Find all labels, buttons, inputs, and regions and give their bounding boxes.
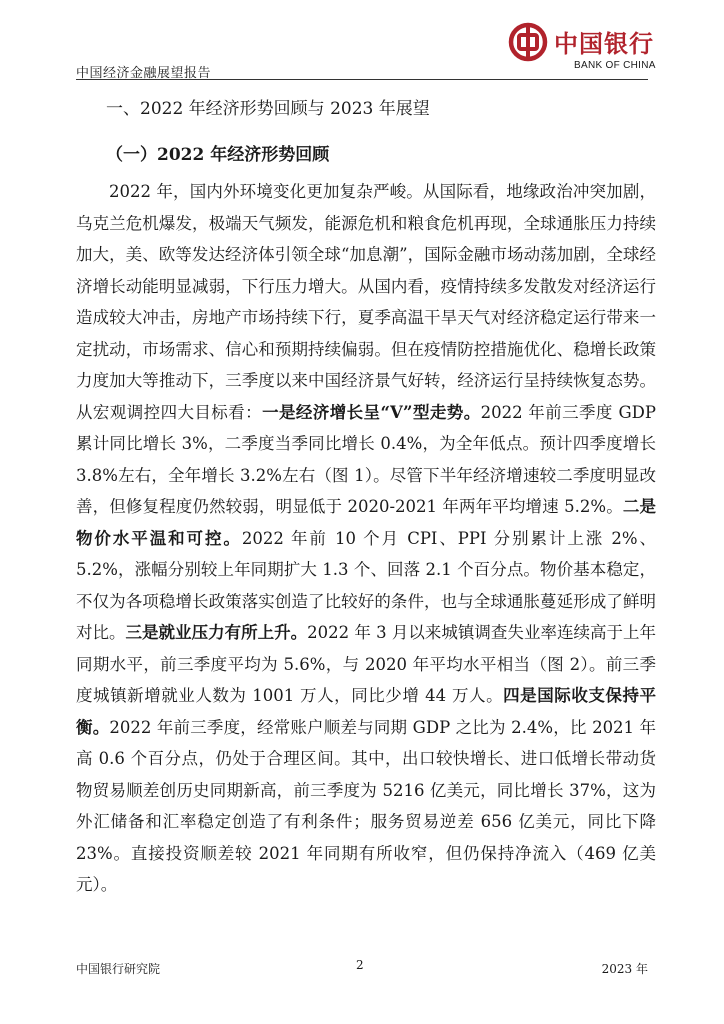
key-point-prices: 二是物价水平温和可控。 xyxy=(76,497,657,548)
text-segment: 2022 年前三季度，经常账户顺差与同期 GDP 之比为 2.4%，比 2021 年高 0.6 个百分点，仍处于合理区间。其中，出口较快增长、进口低增长带动货物贸易顺差创历史同期新高，前三季度为 5216 亿美元，同比增长 37%，这为外汇储备和汇率稳定创造了有利条件；服务贸易逆差 656 亿美元，同比下降 23%。直接投资顺差较 2021 年同期有所收窄，但仍保持净流入（469 亿美元）。 xyxy=(76,717,656,894)
key-point-growth: 一是经济增长呈“V”型走势。 xyxy=(262,402,481,422)
page-number: 2 xyxy=(356,958,364,972)
text-segment: 2022 年前三季度 GDP 累计同比增长 3%，二季度当季同比增长 0.4%，为全年低点。预计四季度增长 3.8%左右，全年增长 3.2%左右（图 1）。尽管下半年经济增速较二季度明显改善，但修复程度仍然较弱，明显低于 2020-2021 年两年平均增速 5.2%。 xyxy=(76,402,657,516)
footer-year: 2023 年 xyxy=(601,962,648,976)
subsection-title: （一）2022 年经济形势回顾 xyxy=(106,145,330,165)
text-segment: 2022 年，国内外环境变化更加复杂严峻。从国际看，地缘政治冲突加剧，乌克兰危机爆发，极端天气频发，能源危机和粮食危机再现，全球通胀压力持续加大，美、欧等发达经济体引领全球“加息潮”，国际金融市场动荡加剧，全球经济增长动能明显减弱，下行压力增大。从国内看，疫情持续多发散发对经济运行造成较大冲击，房地产市场持续下行，夏季高温干旱天气对经济稳定运行带来一定扰动，市场需求、信心和预期持续偏弱。但在疫情防控措施优化、稳增长政策力度加大等推动下，三季度以来中国经济景气好转，经济运行呈持续恢复态势。从宏观调控四大目标看： xyxy=(76,182,656,422)
logo-english-name: BANK OF CHINA xyxy=(574,60,656,71)
key-point-balance-of-payments: 四是国际收支保持平衡。 xyxy=(76,686,657,737)
key-point-employment: 三是就业压力有所上升。 xyxy=(125,623,308,642)
paragraph xyxy=(76,176,656,901)
section-title: 一、2022 年经济形势回顾与 2023 年展望 xyxy=(106,99,430,119)
header-divider xyxy=(76,79,648,80)
bank-logo xyxy=(508,20,658,76)
text-segment: 2022 年 3 月以来城镇调查失业率连续高于上年同期水平，前三季度平均为 5.6%，与 2020 年平均水平相当（图 2）。前三季度城镇新增就业人数为 1001 万人，同比少增 44 万人。 xyxy=(76,623,657,705)
text-segment: 2022 年前 10 个月 CPI、PPI 分别累计上涨 2%、5.2%，涨幅分别较上年同期扩大 1.3 个、回落 2.1 个百分点。物价基本稳定，不仅为各项稳增长政策落实创造了比较好的条件，也与全球通胀蔓延形成了鲜明对比。 xyxy=(76,528,656,642)
logo-chinese-name: 中国银行 xyxy=(554,29,654,58)
footer-institute: 中国银行研究院 xyxy=(76,962,161,976)
bank-of-china-logo-icon xyxy=(508,22,548,62)
body-paragraph xyxy=(76,176,656,901)
report-title: 中国经济金融展望报告 xyxy=(76,66,212,81)
